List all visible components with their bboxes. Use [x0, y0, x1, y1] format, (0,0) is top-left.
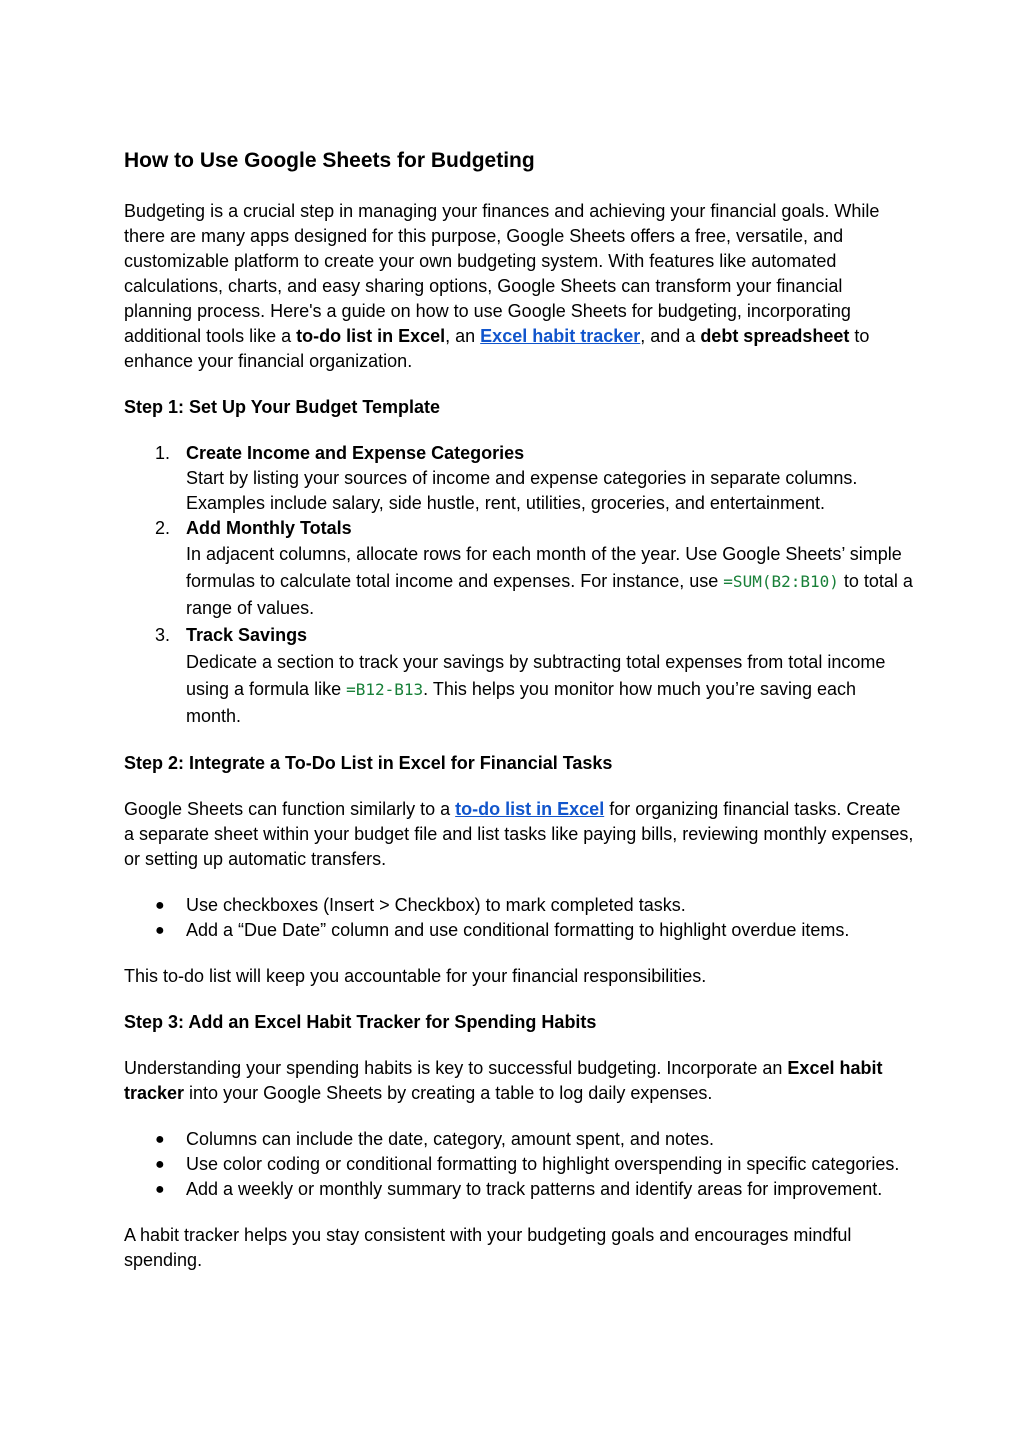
todo-list-in-excel-link[interactable]: to-do list in Excel [455, 799, 605, 819]
formula-code: =SUM(B2:B10) [723, 572, 839, 591]
item-title: Create Income and Expense Categories [186, 443, 525, 463]
item-body: Start by listing your sources of income and expense categories in separate columns. Examples include salary, side hustle, rent, utilities, groceries, and entertainment. [186, 468, 858, 513]
bullet-icon: ● [155, 1181, 165, 1198]
step2-closing: This to-do list will keep you accountable for your financial responsibilities. [124, 966, 707, 986]
item-body: In adjacent columns, allocate rows for each month of the year. Use Google Sheets’ simple formulas to calculate total income and expenses. For instance, use =SUM(B2:B10) to total a range of values. [186, 544, 913, 618]
list-item [124, 441, 914, 516]
list-item: ● Add a weekly or monthly summary to track patterns and identify areas for improvement. [124, 1177, 914, 1202]
step3-paragraph: Understanding your spending habits is key to successful budgeting. Incorporate an Excel habit tracker into your Google Sheets by creating a table to log daily expenses. [124, 1058, 883, 1103]
item-title: Track Savings [186, 625, 308, 645]
step1-heading: Step 1: Set Up Your Budget Template [124, 397, 441, 417]
step2-heading: Step 2: Integrate a To-Do List in Excel for Financial Tasks [124, 753, 613, 773]
excel-habit-tracker-link[interactable]: Excel habit tracker [480, 326, 641, 346]
list-item: ● Add a “Due Date” column and use conditional formatting to highlight overdue items. [124, 918, 914, 943]
list-item [124, 622, 914, 730]
intro-paragraph: Budgeting is a crucial step in managing your finances and achieving your financial goals. While there are many apps designed for this purpose, Google Sheets offers a free, versatile, and customizable platform to create your own budgeting system. With features like automated calculations, charts, and easy sharing options, Google Sheets can transform your financial planning process. Here's a guide on how to use Google Sheets for budgeting, incorporating additional tools like a to-do list in Excel, an Excel habit tracker, and a debt spreadsheet to enhance your financial organization. [124, 201, 880, 371]
bold-todo-list: to-do list in Excel [296, 326, 446, 346]
step2-bullets [124, 893, 914, 943]
list-number: 1. [155, 443, 171, 463]
step3-closing: A habit tracker helps you stay consistent with your budgeting goals and encourages mindful spending. [124, 1225, 852, 1270]
list-item: ● Columns can include the date, category, amount spent, and notes. [124, 1127, 914, 1152]
bold-habit-tracker: Excel habit tracker [124, 1058, 883, 1103]
step3-heading: Step 3: Add an Excel Habit Tracker for Spending Habits [124, 1012, 597, 1032]
list-item: ● Use checkboxes (Insert > Checkbox) to mark completed tasks. [124, 893, 914, 918]
bullet-icon: ● [155, 897, 165, 914]
step2-paragraph: Google Sheets can function similarly to a to-do list in Excel for organizing financial tasks. Create a separate sheet within your budget file and list tasks like paying bills, reviewing monthly expenses, or setting up automatic transfers. [124, 799, 914, 869]
list-number: 3. [155, 625, 171, 645]
bullet-icon: ● [155, 1131, 165, 1148]
step1-list [124, 441, 914, 730]
document-page [124, 146, 914, 1294]
formula-code: =B12-B13 [346, 680, 424, 699]
step3-bullets [124, 1127, 914, 1202]
list-number: 2. [155, 518, 171, 538]
item-body: Dedicate a section to track your savings by subtracting total expenses from total income using a formula like =B12-B13. This helps you monitor how much you’re saving each month. [186, 652, 886, 726]
item-title: Add Monthly Totals [186, 518, 352, 538]
list-item: ● Use color coding or conditional formatting to highlight overspending in specific categories. [124, 1152, 914, 1177]
page-title: How to Use Google Sheets for Budgeting [124, 149, 535, 172]
bullet-icon: ● [155, 922, 165, 939]
list-item [124, 516, 914, 622]
bullet-icon: ● [155, 1156, 165, 1173]
bold-debt-spreadsheet: debt spreadsheet [700, 326, 850, 346]
